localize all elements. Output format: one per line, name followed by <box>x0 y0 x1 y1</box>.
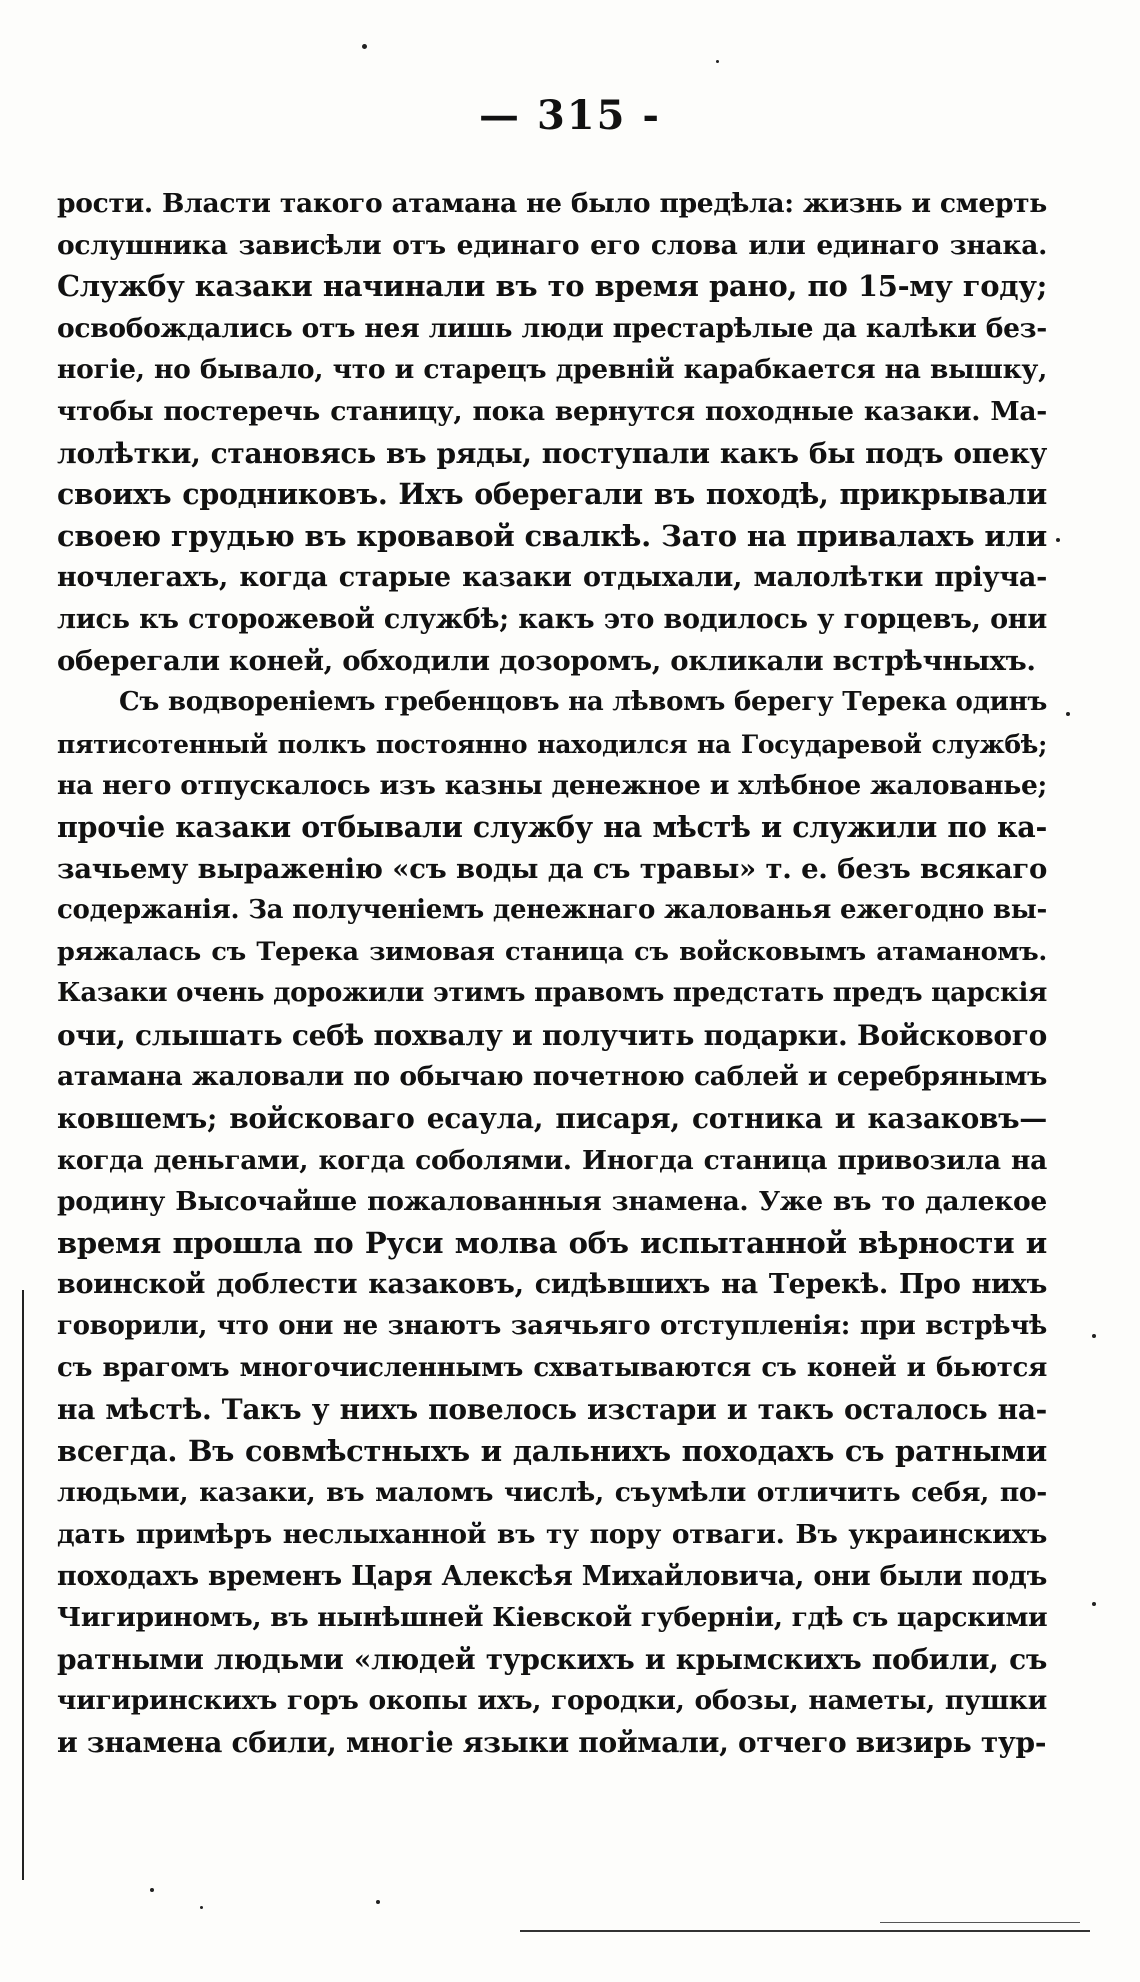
text-line: людьми, казаки, въ маломъ числѣ, съумѣли отличить себя, по- <box>57 1477 1047 1509</box>
text-line: освобождались отъ нея лишь люди престарѣлые да калѣки без- <box>57 312 1047 344</box>
text-line: на него отпускалось изъ казны денежное и хлѣбное жалованье; <box>57 770 1047 802</box>
ink-speck <box>716 60 719 63</box>
text-line: ратными людьми «людей турскихъ и крымскихъ побили, съ <box>57 1642 1047 1676</box>
footer-rule <box>520 1930 1090 1932</box>
text-line: ряжалась съ Терека зимовая станица съ войсковымъ атаманомъ. <box>57 936 1047 967</box>
ink-speck <box>200 1906 203 1909</box>
text-line: атамана жаловали по обычаю почетною саблей и серебрянымъ <box>57 1061 1047 1093</box>
text-line: ногіе, но бывало, что и старецъ древній карабкается на вышку, <box>57 354 1047 386</box>
text-line: ковшемъ; войсковаго есаула, писаря, сотника и казаковъ— <box>57 1102 1047 1136</box>
text-line: рости. Власти такого атамана не было предѣла: жизнь и смерть <box>57 188 1047 219</box>
ink-speck <box>1066 712 1070 716</box>
text-line: дать примѣръ неслыханной въ ту пору отваги. Въ украинскихъ <box>57 1519 1047 1550</box>
ink-speck <box>362 44 367 49</box>
text-line: Казаки очень дорожили этимъ правомъ предстать предъ царскія <box>57 978 1047 1009</box>
text-line: всегда. Въ совмѣстныхъ и дальнихъ походахъ съ ратными <box>57 1433 1047 1468</box>
text-line: когда деньгами, когда соболями. Иногда станица привозила на <box>57 1144 1047 1176</box>
text-line: прочіе казаки отбывали службу на мѣстѣ и служили по ка- <box>57 809 1047 844</box>
text-line: и знамена сбили, многіе языки поймали, отчего визирь тур- <box>57 1725 1047 1759</box>
text-line: Съ водвореніемъ гребенцовъ на лѣвомъ берегу Терека одинъ <box>119 687 1047 718</box>
text-line: ослушника зависѣли отъ единаго его слова или единаго знака. <box>57 229 1047 261</box>
text-line: лись къ сторожевой службѣ; какъ это водилось у горцевъ, они <box>57 603 1047 635</box>
left-margin-rule <box>22 1290 24 1880</box>
ink-speck <box>1056 538 1060 542</box>
body-text <box>57 183 1047 1764</box>
text-line: лолѣтки, становясь въ ряды, поступали какъ бы подъ опеку <box>57 436 1047 470</box>
text-line: Службу казаки начинали въ то время рано, по 15-му году; <box>57 269 1047 304</box>
text-line: чтобы постеречь станицу, пока вернутся походные казаки. Ма- <box>57 395 1047 427</box>
page-number: — 315 - <box>479 92 661 139</box>
text-line: Чигириномъ, въ нынѣшней Кіевской губерніи, гдѣ съ царскими <box>57 1602 1048 1634</box>
text-line: оберегали коней, обходили дозоромъ, окликали встрѣчныхъ. <box>57 644 1036 677</box>
ink-speck <box>1092 1602 1096 1606</box>
paragraph-2 <box>57 682 1047 1763</box>
text-line: пятисотенный полкъ постоянно находился на Государевой службѣ; <box>57 729 1047 759</box>
text-line: на мѣстѣ. Такъ у нихъ повелось изстари и такъ осталось на- <box>57 1393 1047 1427</box>
text-line: ночлегахъ, когда старые казаки отдыхали, малолѣтки пріуча- <box>57 562 1047 594</box>
text-line: очи, слышать себѣ похвалу и получить подарки. Войскового <box>57 1018 1047 1052</box>
ink-speck <box>376 1900 380 1904</box>
text-line: своихъ сродниковъ. Ихъ оберегали въ походѣ, прикрывали <box>57 477 1047 512</box>
text-line: воинской доблести казаковъ, сидѣвшихъ на Терекѣ. Про нихъ <box>57 1269 1047 1301</box>
text-line: содержанія. За полученіемъ денежнаго жалованья ежегодно вы- <box>57 895 1047 926</box>
text-line: говорили, что они не знаютъ заячьяго отступленія: при встрѣчѣ <box>57 1311 1047 1342</box>
text-line: съ врагомъ многочисленнымъ схватываются съ коней и бьются <box>57 1352 1047 1383</box>
text-line: зачьему выраженію «съ воды да съ травы» т. е. безъ всякаго <box>57 852 1047 885</box>
text-line: время прошла по Руси молва объ испытанной вѣрности и <box>57 1225 1047 1260</box>
text-line: своею грудью въ кровавой свалкѣ. Зато на привалахъ или <box>57 518 1047 553</box>
paragraph-1 <box>57 183 1047 682</box>
text-line: родину Высочайше пожалованныя знамена. Уже въ то далекое <box>57 1186 1047 1218</box>
text-line: чигиринскихъ горъ окопы ихъ, городки, обозы, наметы, пушки <box>57 1685 1047 1717</box>
ink-speck <box>1092 1334 1096 1338</box>
footer-rule-short <box>880 1922 1080 1923</box>
ink-speck <box>150 1888 154 1892</box>
text-line: походахъ временъ Царя Алексѣя Михайловича, они были подъ <box>57 1560 1047 1592</box>
